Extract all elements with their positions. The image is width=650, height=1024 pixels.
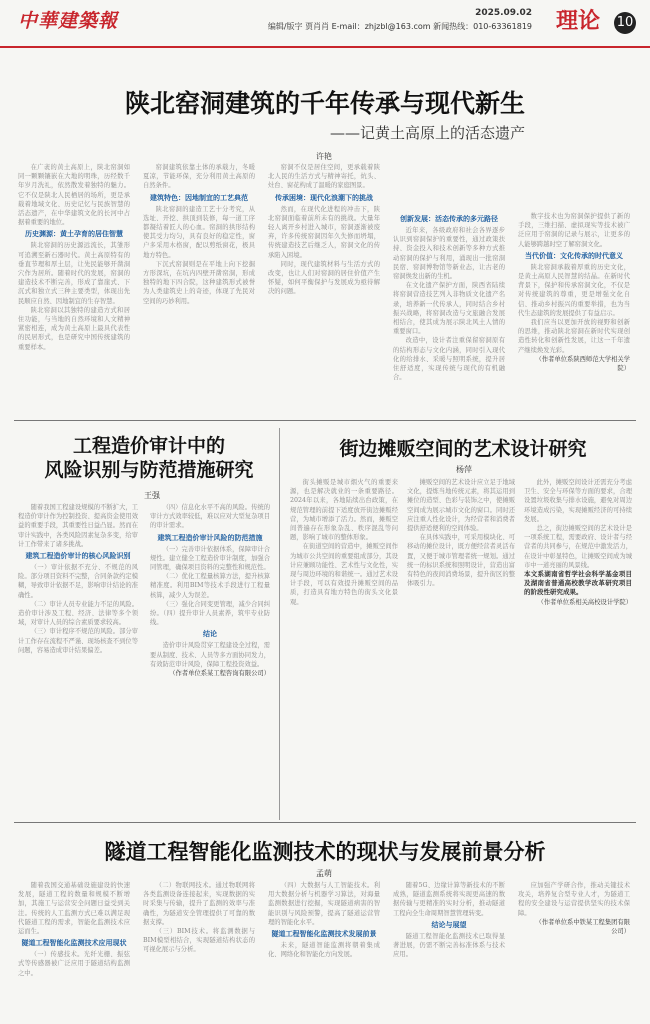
body-paragraph: 街头摊贩是城市烟火气的重要来源，也是解决就业的一条重要路径。2024年以来，各地陆续出台政策，在规范管理的前提下适度放开街边摊贩经营，为城市增添了活力。然而，摊贩空间普遍存在形象杂乱、秩序混乱等问题，影响了城市的整体形象。 (290, 479, 398, 542)
article2-author: 王强 (144, 491, 160, 500)
article4-title: 隧道工程智能化监测技术的现状与发展前景分析 (104, 840, 546, 864)
body-paragraph: 在街道空间的营造中，摊贩空间作为城市公共空间的重要组成部分，其设计应兼顾功能性、艺术性与文化性，实现与周边环境的和谐统一。通过艺术设计手段，可以有效提升摊贩空间的品质，打造具有地方特色的街头文化景观。 (290, 543, 398, 606)
body-paragraph: 随着我国交通基础设施建设的快速发展，隧道工程的数量和规模不断增加，其施工与运营安全问题日益受到关注。传统的人工监测方式已难以满足现代隧道工程的需求，智能化监测技术应运而生。 (18, 882, 130, 936)
article2-title-line2: 风险识别与防范措施研究 (44, 459, 254, 481)
body-paragraph: 陕北窑洞的建造工艺十分考究，从选址、开挖、拱顶到装修，每一道工序都凝结着匠人的心血。窑洞的拱形结构使其受力均匀，具有良好的稳定性，窗户多采用木格窗，配以剪纸窗花，极具地方特色。 (143, 205, 255, 259)
body-paragraph: 陕北窑洞的历史源远流长，其雏形可追溯至新石器时代。黄土高原特有的垂直节理和厚土层，让先民能够开凿洞穴作为居所。随着时代的发展，窑洞的建造技术不断完善，形成了靠崖式、下沉式和独立式三种主要类型，体现出先民顺应自然、因地制宜的生存智慧。 (18, 242, 130, 305)
article4-column-1 (18, 881, 130, 1019)
body-paragraph: （四）信息化水平不高的风险。传统的审计方式效率较低，难以应对大型复杂项目的审计需求。 (150, 504, 270, 530)
author-affiliation: （作者单位系某工程咨询有限公司） (169, 670, 270, 678)
header-meta (268, 6, 532, 33)
body-paragraph: 陕北窑洞以其独特的建造方式和居住功能，与当地的自然环境和人文精神紧密相连，成为黄土高原上最具代表性的民居形式，也是研究中国传统建筑的重要样本。 (18, 306, 130, 351)
body-paragraph: （三）强化合同变更管理，减少合同纠纷。（四）提升审计人员素养，筑牢专业防线。 (150, 600, 270, 627)
article4-column-3 (268, 881, 380, 1019)
section-label: 理论 (555, 9, 600, 34)
body-paragraph: 摊贩空间的艺术设计应立足于地域文化，提炼当地传统元素，将其运用到摊位的造型、色彩与装饰之中，使摊贩空间成为展示城市文化的窗口。同时还应注重人性化设计，为经营者和消费者提供舒适便利的空间体验。 (407, 479, 515, 533)
body-paragraph: 窑洞建筑依靠土体的承载力，冬暖夏凉，节能环保，充分利用黄土高原的自然条件。 (143, 164, 255, 190)
article1-title: 陕北窑洞建筑的千年传承与现代新生 (124, 89, 525, 118)
body-paragraph: （四）大数据与人工智能技术。利用大数据分析与机器学习算法，对海量监测数据进行挖掘，实现隧道病害的智能识别与风险预警，提高了隧道运营管理的智能化水平。 (268, 882, 380, 926)
body-paragraph: （二）优化工程量核算方法，提升核算精准度。利用BIM等技术手段进行工程量核算，减少人为误差。 (150, 573, 270, 599)
body-paragraph: 下沉式窑洞则是在平地上向下挖掘方形深坑，在坑内四壁开凿窑洞，形成独特的地下四合院，这种建筑形式被誉为人类建筑史上的奇迹，体现了先民对空间的巧妙利用。 (143, 260, 255, 305)
article3-column-2 (407, 478, 515, 813)
article2-column-2 (150, 503, 270, 813)
section-heading: 建筑工程造价审计的核心风险识别 (25, 552, 131, 561)
body-paragraph: 然而，在现代化进程的冲击下，陕北窑洞面临着前所未有的挑战。大量年轻人离开乡村进入城市，窑洞逐渐被废弃，许多传统窑洞因年久失修而坍塌，传统建造技艺后继乏人，窑洞文化的传承陷入困境。 (268, 205, 380, 259)
body-paragraph: （二）审计人员专业能力不足的风险。造价审计涉及工程、经济、法律等多个领域，对审计人员的综合素质要求较高。 (18, 600, 138, 627)
article2-title (18, 434, 280, 482)
article4-column-2 (143, 881, 255, 1019)
article1-column-2 (143, 163, 255, 413)
author-affiliation: （作者单位系中铁某工程集团有限公司） (535, 918, 630, 936)
section-heading: 建筑特色：因地制宜的工艺典范 (150, 193, 248, 202)
divider-line (14, 822, 636, 823)
section-heading: 历史渊源：黄土孕育的居住智慧 (25, 230, 123, 239)
body-paragraph: 此外，摊贩空间设计还需充分考虑卫生、安全与环保等方面的要求，合理设置垃圾收集与排水设施，避免对周边环境造成污染，实现摊贩经济的可持续发展。 (524, 479, 632, 523)
editor-line: 编辑/版字 贾肖肖 E-mail：zhjzbl@163.com 新闻热线：010-63361819 (267, 22, 532, 31)
author-affiliation: （作者单位系陕西师范大学相关学院） (535, 355, 630, 373)
body-paragraph: 数字技术也为窑洞保护提供了新的手段，三维扫描、虚拟现实等技术被广泛应用于窑洞的记录与展示，让更多的人能够跨越时空了解窑洞文化。 (518, 213, 630, 248)
article1-column-4 (393, 212, 505, 413)
article1-column-5 (518, 212, 630, 413)
article4-column-4 (393, 881, 505, 1019)
article1-column-1 (18, 163, 130, 413)
section-heading: 传承困境：现代化浪潮下的挑战 (275, 193, 373, 202)
body-paragraph: 在具体实践中，可采用模块化、可移动的摊位设计，既方便经营者灵活布置，又便于城市管理者统一规划。通过统一的标识系统和照明设计，营造出富有特色的夜间消费场景，提升街区的整体吸引力。 (407, 534, 515, 588)
section-heading: 隧道工程智能化监测技术发展前景 (271, 930, 377, 939)
section-heading: 建筑工程造价审计风险的防范措施 (157, 533, 263, 542)
article4-author: 孟萌 (316, 869, 332, 878)
body-paragraph: 近年来，各级政府和社会各界逐步认识到窑洞保护的重要性，通过政策扶持、资金投入和技术创新等多种方式推动窑洞的保护与利用，涌现出一批窑洞民宿、窑洞博物馆等新业态，让古老的窑洞焕发出新的生机。 (393, 227, 505, 281)
section-heading: 结论 (203, 630, 217, 639)
body-paragraph: （一）传感技术。光纤光栅、振弦式等传感器被广泛应用于隧道结构监测之中。 (18, 951, 130, 977)
body-paragraph: 在广袤的黄土高原上，陕北窑洞如同一颗颗镶嵌在大地的明珠，历经数千年岁月洗礼，依然散发着独特的魅力。它不仅是陕北人民栖居的场所，更是承载着地域文化、历史记忆与民族智慧的活态遗产，在中华建筑文化的长河中占据着重要的地位。 (18, 164, 130, 227)
column-divider (279, 428, 280, 820)
body-paragraph: 应加强产学研合作，推动关键技术攻关，培养复合型专业人才，为隧道工程的安全建设与运营提供坚实的技术保障。 (518, 882, 630, 917)
page-header (0, 0, 650, 48)
section-heading: 创新发展：活态传承的多元路径 (400, 215, 498, 223)
body-paragraph: 同时，现代建筑材料与生活方式的改变，也让人们对窑洞的居住价值产生怀疑，如何平衡保护与发展成为亟待解决的问题。 (268, 260, 380, 296)
body-paragraph: 隧道工程智能化监测技术已取得显著进展，仍需不断完善标准体系与技术应用。 (393, 932, 505, 959)
body-paragraph: 随着5G、边缘计算等新技术的不断成熟，隧道监测系统将实现更高速的数据传输与更精准的实时分析，推动隧道工程向全生命周期智慧管理转变。 (393, 882, 505, 917)
newspaper-logo: 中華建築報 (18, 10, 119, 32)
article3-author: 杨萍 (456, 465, 472, 474)
article1-subtitle: ——记黄土高原上的活态遗产 (330, 124, 526, 142)
body-paragraph: （一）完善审计依据体系，保障审计合规性。建立健全工程造价审计制度，加强合同管理，确保项目资料的完整性和规范性。 (150, 545, 270, 572)
body-paragraph: 随着我国工程建设规模的不断扩大，工程造价审计作为控制投资、提高资金使用效益的重要手段，其重要性日益凸显。然而在审计实践中，各类风险因素复杂多变，给审计工作带来了诸多挑战。 (18, 504, 138, 548)
article3-title: 街边摊贩空间的艺术设计研究 (339, 438, 587, 460)
body-paragraph: 在文化遗产保护方面，陕西省陆续将窑洞营造技艺列入非物质文化遗产名录，培养新一代传承人，同时结合乡村振兴战略，将窑洞改造与文旅融合发展相结合，使其成为展示陕北风土人情的重要窗口。 (393, 282, 505, 336)
article3-column-1 (290, 478, 398, 813)
article2-column-1 (18, 503, 138, 813)
body-paragraph: 未来，隧道智能监测将朝着集成化、网络化和智能化方向发展。 (268, 942, 380, 959)
section-heading: 结论与展望 (431, 920, 467, 929)
article4-column-5 (518, 881, 630, 1019)
article2-title-line1: 工程造价审计中的 (72, 435, 225, 457)
article1-column-3 (268, 163, 380, 413)
body-paragraph: 改造中，设计者注重保留窑洞原有的结构形态与文化内涵，同时引入现代化的给排水、采暖与照明系统，提升居住舒适度，实现传统与现代的有机融合。 (393, 337, 505, 382)
body-paragraph: 造价审计风险贯穿工程建设全过程，需要从制度、技术、人员等多方面协同发力，有效防范审计风险，保障工程投资效益。 (150, 642, 270, 668)
section-heading: 隧道工程智能化监测技术应用现状 (21, 939, 127, 948)
body-paragraph: （二）物联网技术。通过物联网将各类监测设备连接起来，实现数据的实时采集与传输，提升了监测的效率与准确性，为隧道安全管理提供了可靠的数据支撑。 (143, 882, 255, 926)
article1-author: 许艳 (316, 152, 332, 161)
body-paragraph: 陕北窑洞承载着厚重的历史文化，是黄土高原人民智慧的结晶。在新时代背景下，保护和传承窑洞文化，不仅是对传统建筑的尊重，更是增强文化自信、推动乡村振兴的重要举措，也为当代生态建筑的发展提供了有益启示。 (518, 263, 630, 317)
body-paragraph: 窑洞不仅是居住空间，更承载着陕北人民的生活方式与精神寄托，炕头、灶台、窗花构成了温暖的家庭图景。 (268, 164, 380, 190)
page-number-badge: 10 (614, 12, 636, 34)
body-paragraph: 我们应当以更加开放的视野和创新的思维，推动陕北窑洞在新时代实现创造性转化和创新性发展，让这一千年遗产继续焕发光彩。 (518, 319, 630, 354)
section-heading: 当代价值：文化传承的时代意义 (525, 251, 623, 260)
body-paragraph: （一）审计依据不充分、不规范的风险。部分项目资料不完整，合同条款约定模糊，导致审计依据不足，影响审计结论的准确性。 (18, 564, 138, 599)
body-paragraph: 总之，街边摊贩空间的艺术设计是一项系统工程，需要政府、设计者与经营者的共同参与，在规范中激发活力，在设计中彰显特色，让摊贩空间成为城市中一道亮丽的风景线。 (524, 525, 632, 569)
issue-date: 2025.09.02 (475, 8, 532, 18)
body-paragraph: （三）审计程序不规范的风险。部分审计工作存在流程不严谨、现场核查不到位等问题，容易造成审计结果偏差。 (18, 628, 138, 654)
article3-column-3 (524, 478, 632, 813)
body-paragraph: （三）BIM技术。将监测数据与BIM模型相结合，实现隧道结构状态的可视化展示与分析。 (143, 928, 255, 954)
divider-line (14, 420, 636, 421)
funding-note: 本文系湖南省哲学社会科学基金项目及湖南省普通高校教学改革研究项目的阶段性研究成果。 (524, 570, 632, 597)
author-affiliation: （作者单位系相关高校设计学院） (537, 598, 632, 606)
